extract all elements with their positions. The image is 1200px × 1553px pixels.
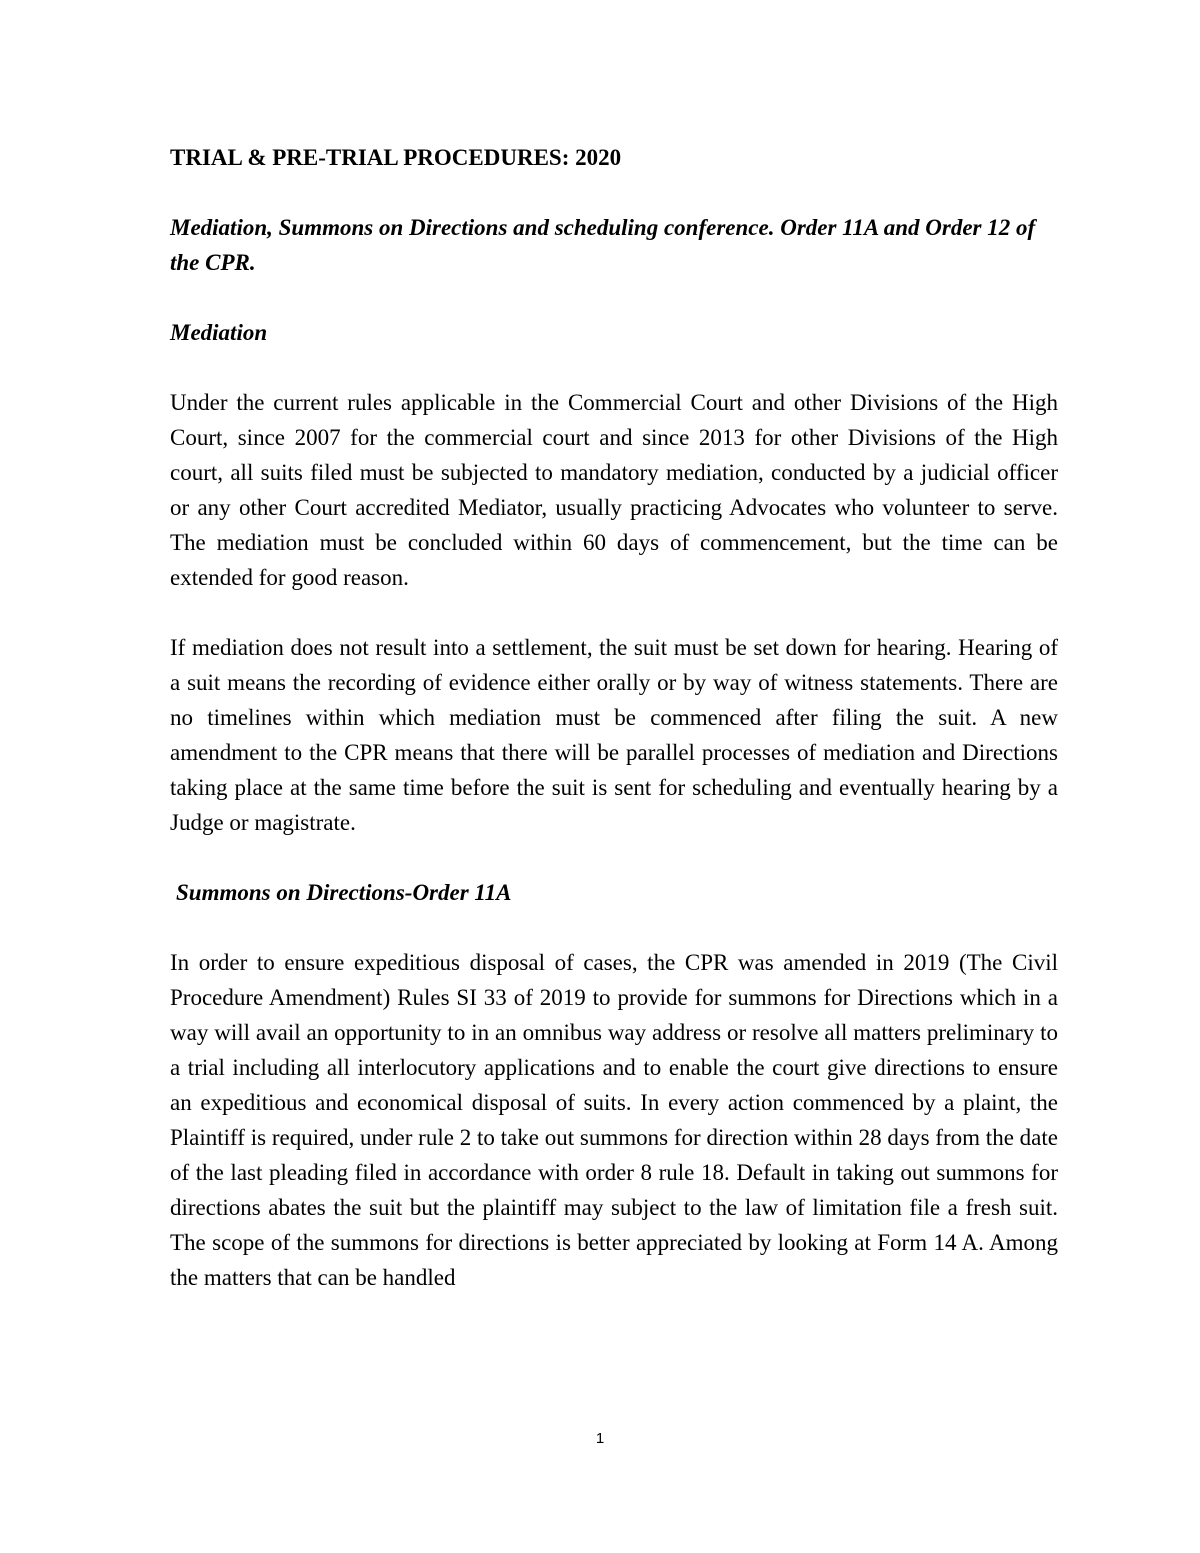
document-subtitle: Mediation, Summons on Directions and scheduling conference. Order 11A and Order 12 of the CPR. bbox=[170, 215, 1036, 275]
page-number: 1 bbox=[595, 1430, 605, 1447]
paragraph: If mediation does not result into a settlement, the suit must be set down for hearing. Hearing of a suit means the recording of evidence either orally or by way of witness statements. There are no timelines within which mediation must be commenced after filing the suit. A new amendment to the CPR means that there will be parallel processes of mediation and Directions taking place at the same time before the suit is sent for scheduling and eventually hearing by a Judge or magistrate. bbox=[170, 635, 1058, 835]
paragraph: Under the current rules applicable in the Commercial Court and other Divisions of the High Court, since 2007 for the commercial court and since 2013 for other Divisions of the High court, all suits filed must be subjected to mandatory mediation, conducted by a judicial officer or any other Court accredited Mediator, usually practicing Advocates who volunteer to serve. The mediation must be concluded within 60 days of commencement, but the time can be extended for good reason. bbox=[170, 390, 1058, 590]
section-heading-mediation: Mediation bbox=[170, 320, 268, 345]
page-content bbox=[170, 140, 1058, 1330]
paragraph: In order to ensure expeditious disposal of cases, the CPR was amended in 2019 (The Civil Procedure Amendment) Rules SI 33 of 2019 to provide for summons for Directions which in a way will avail an opportunity to in an omnibus way address or resolve all matters preliminary to a trial including all interlocutory applications and to enable the court give directions to ensure an expeditious and economical disposal of suits. In every action commenced by a plaint, the Plaintiff is required, under rule 2 to take out summons for direction within 28 days from the date of the last pleading filed in accordance with order 8 rule 18. Default in taking out summons for directions abates the suit but the plaintiff may subject to the law of limitation file a fresh suit. The scope of the summons for directions is better appreciated by looking at Form 14 A. Among the matters that can be handled bbox=[170, 950, 1058, 1290]
document-title: TRIAL & PRE-TRIAL PROCEDURES: 2020 bbox=[170, 145, 622, 170]
section-heading-summons-on-directions: Summons on Directions-Order 11A bbox=[176, 880, 512, 905]
